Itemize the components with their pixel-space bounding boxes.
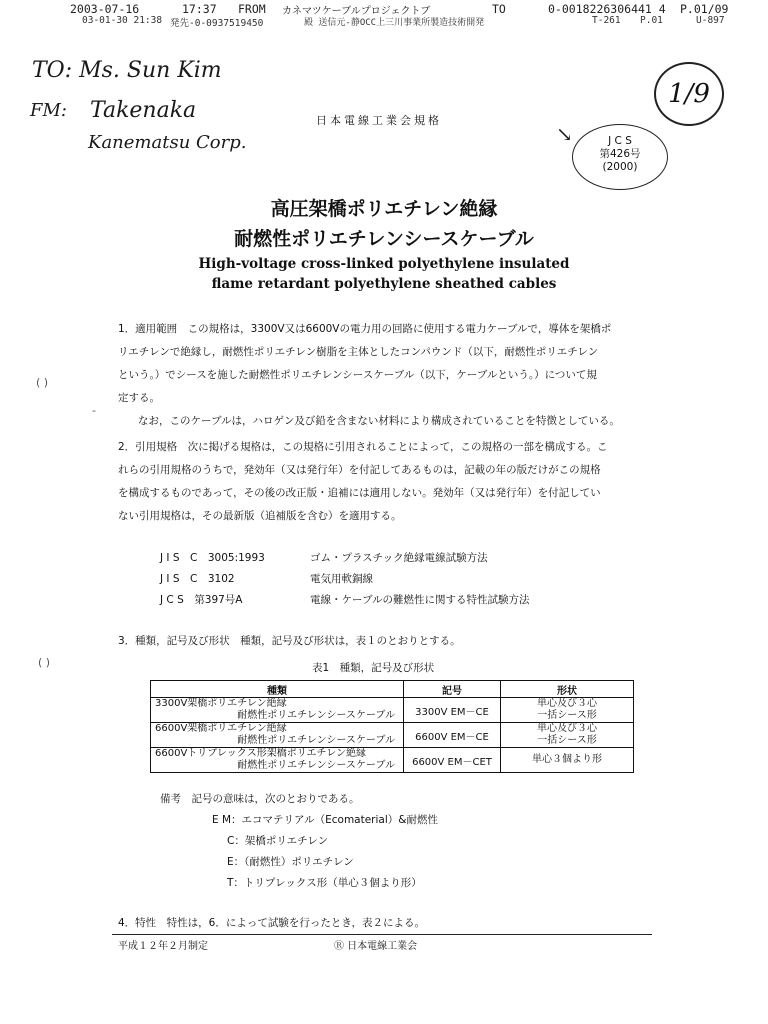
section-4: 4．特性 特性は，6．によって試験を行ったとき，表２による。	[118, 917, 425, 929]
section-2-line: を構成するものであって，その後の改正版・追補には適用しない。発効年（又は発行年）を付記してい	[118, 487, 601, 499]
remark-item: C：架橋ポリエチレン	[227, 835, 329, 847]
fax-sender: カネマツケーブルプロジェクトブ	[282, 6, 431, 17]
footer-publisher: Ⓡ 日本電線工業会	[334, 941, 418, 952]
reference-title: 電気用軟銅線	[310, 573, 373, 585]
table-cell-shape	[501, 698, 634, 723]
reference-title: ゴム・プラスチック絶縁電線試験方法	[310, 552, 488, 564]
section-2-line: れらの引用規格のうちで，発効年（又は発行年）を付記してあるものは，記載の年の版だけがこの規格	[118, 464, 601, 476]
reference-code: J C S 第397号A	[160, 594, 243, 606]
section-1-line: 1．適用範囲 この規格は，3300V又は6600Vの電力用の回路に使用する電力ケーブルで，導体を架橋ポ	[118, 323, 612, 335]
reference-code: J I S C 3102	[160, 573, 235, 585]
table-cell-type	[151, 723, 404, 748]
remarks-heading: 備考 記号の意味は，次のとおりである。	[160, 793, 360, 805]
shape-line-1: 単心及び３心	[537, 698, 597, 709]
footer-rule	[112, 934, 652, 935]
stamp-line-3: (2000)	[602, 161, 638, 173]
type-line-1: 3300V架橋ポリエチレン絶縁	[155, 698, 287, 709]
section-1	[118, 318, 620, 433]
remark-item: E：（耐燃性）ポリエチレン	[227, 856, 354, 868]
section-1-line: なお，このケーブルは，ハロゲン及び鉛を含まない材料により構成されていることを特徴としている。	[138, 415, 620, 427]
margin-mark: ( )	[36, 376, 49, 389]
association-label: 日本電線工業会規格	[316, 114, 442, 127]
handwritten-to: TO: Ms. Sun Kim	[32, 58, 222, 83]
fax-to-label: TO	[492, 2, 506, 16]
fax-extra: U-897	[696, 15, 725, 26]
reference-title: 電線・ケーブルの難燃性に関する特性試験方法	[310, 594, 530, 606]
fax-sender-number: 発先-0-0937519450	[170, 18, 264, 29]
handwritten-from-label: FM:	[30, 100, 67, 121]
title-ja-line-1: 高圧架橋ポリエチレン絶縁	[270, 198, 498, 220]
section-1-line: 定する。	[118, 392, 160, 404]
margin-mark: -	[92, 404, 96, 417]
table-row	[151, 723, 634, 748]
table-header-shape: 形状	[501, 681, 634, 698]
title-en-line-2: flame retardant polyethylene sheathed cables	[211, 276, 557, 292]
fax-header-line-2	[0, 15, 768, 28]
table-cell-shape	[501, 748, 634, 773]
section-1-line: という。）でシースを施した耐燃性ポリエチレンシースケーブル（以下，ケーブルという。）について規	[118, 369, 597, 381]
section-3-heading: 3．種類，記号及び形状 種類，記号及び形状は，表１のとおりとする。	[118, 635, 461, 647]
fax-to-number: 0-0018226306441 4	[548, 2, 666, 16]
type-line-2: 耐燃性ポリエチレンシースケーブル	[237, 735, 395, 746]
table-cell-symbol: 6600V EM－CE	[404, 723, 501, 748]
fax-page-2: P.01	[640, 15, 663, 26]
fax-header-line-1	[0, 2, 768, 16]
fax-code: T-261	[592, 15, 621, 26]
handwritten-from-company: Kanematsu Corp.	[88, 132, 247, 153]
footer-enacted-date: 平成１２年２月制定	[118, 941, 208, 952]
section-2-line: 2．引用規格 次に掲げる規格は，この規格に引用されることによって，この規格の一部を構成する。こ	[118, 441, 608, 453]
page-count-mark: 1/9	[668, 79, 710, 109]
reference-code: J I S C 3005:1993	[160, 552, 265, 564]
type-line-1: 6600V架橋ポリエチレン絶縁	[155, 723, 287, 734]
stamp-line-1: J C S	[608, 135, 632, 147]
fax-date: 2003-07-16	[70, 2, 140, 16]
fax-time: 17:37	[182, 2, 217, 16]
table-header-symbol: 記号	[404, 681, 501, 698]
table-cell-shape	[501, 723, 634, 748]
fax-page: P.01/09	[680, 2, 729, 16]
remark-item: E M：エコマテリアル（Ecomaterial）&耐燃性	[212, 814, 438, 826]
type-line-2: 耐燃性ポリエチレンシースケーブル	[237, 710, 395, 721]
page-count-circle	[654, 62, 724, 126]
fax-destination: 殿 送信元-静OCC上三川事業所製造技術開発	[304, 18, 485, 28]
table-cell-symbol: 3300V EM－CE	[404, 698, 501, 723]
table-cell-type	[151, 698, 404, 723]
types-table	[150, 680, 634, 773]
jcs-stamp	[572, 124, 668, 190]
table-caption: 表1 種類，記号及び形状	[312, 662, 435, 674]
table-header-type: 種類	[151, 681, 404, 698]
section-2-line: ない引用規格は，その最新版（追補版を含む）を適用する。	[118, 510, 402, 522]
shape-line-2: 一括シース形	[537, 710, 597, 721]
arrow-icon: ↘	[556, 122, 573, 146]
fax-datetime-2: 03-01-30 21:38	[82, 15, 163, 26]
type-line-1: 6600Vトリプレックス形架橋ポリエチレン絶縁	[155, 748, 367, 759]
section-2	[118, 436, 607, 528]
handwritten-from-name: Takenaka	[90, 98, 197, 123]
fax-from-label: FROM	[238, 2, 266, 16]
title-ja-line-2: 耐燃性ポリエチレンシースケーブル	[234, 228, 534, 250]
table-cell-type	[151, 748, 404, 773]
stamp-line-2: 第426号	[599, 148, 641, 160]
table-row	[151, 748, 634, 773]
table-cell-symbol: 6600V EM－CET	[404, 748, 501, 773]
table-header-row	[151, 681, 634, 698]
shape-line-1: 単心３個より形	[532, 754, 602, 765]
shape-line-1: 単心及び３心	[537, 723, 597, 734]
section-1-line: リエチレンで絶縁し，耐燃性ポリエチレン樹脂を主体としたコンパウンド（以下，耐燃性ポリエチレン	[118, 346, 599, 358]
type-line-2: 耐燃性ポリエチレンシースケーブル	[237, 760, 395, 771]
shape-line-2: 一括シース形	[537, 735, 597, 746]
remark-item: T：トリプレックス形（単心３個より形）	[227, 877, 422, 889]
table-row	[151, 698, 634, 723]
margin-mark: ( )	[38, 656, 51, 669]
title-en-line-1: High-voltage cross-linked polyethylene insulated	[198, 256, 570, 272]
